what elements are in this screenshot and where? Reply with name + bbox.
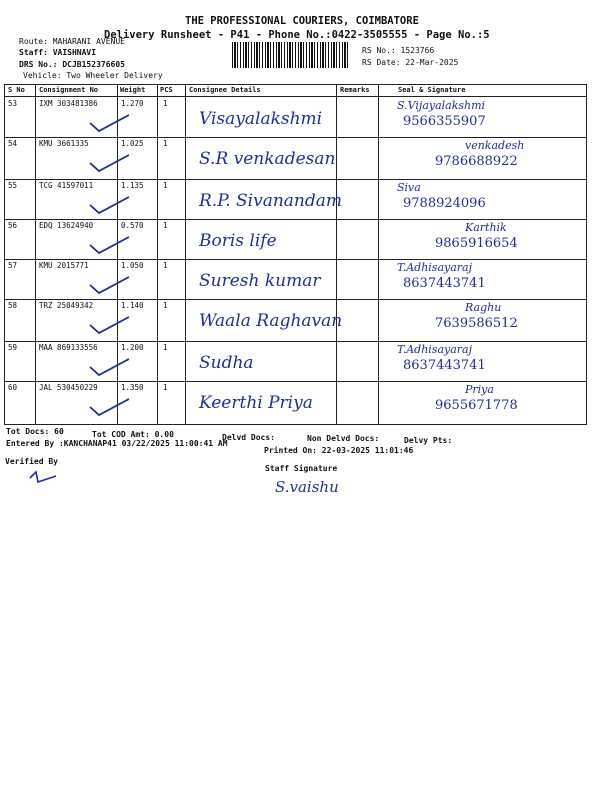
row-phone-handwritten: 8637443741 bbox=[403, 276, 486, 291]
row-signature-handwritten: T.Adhisayaraj bbox=[397, 343, 473, 356]
row-weight: 0.570 bbox=[121, 221, 144, 230]
row-consignment: KMU 2015771 bbox=[39, 261, 89, 270]
row-sno: 53 bbox=[8, 99, 18, 108]
staff-signature-label: Staff Signature bbox=[265, 464, 338, 473]
row-consignment: TRZ 25049342 bbox=[39, 301, 94, 310]
row-consignment: TCG 41597011 bbox=[39, 181, 94, 190]
rs-number: RS No.: 1523766 bbox=[362, 46, 435, 55]
row-weight: 1.270 bbox=[121, 99, 144, 108]
row-consignee-handwritten: Keerthi Priya bbox=[199, 393, 313, 413]
row-pcs: 1 bbox=[163, 221, 168, 230]
verified-by-label: Verified By bbox=[5, 457, 58, 466]
row-consignee-handwritten: Visayalakshmi bbox=[199, 109, 323, 129]
staff-signature: S.vaishu bbox=[275, 478, 339, 496]
row-weight: 1.025 bbox=[121, 139, 144, 148]
row-sno: 55 bbox=[8, 181, 18, 190]
row-consignee-handwritten: Boris life bbox=[199, 231, 277, 251]
row-signature-handwritten: venkadesh bbox=[465, 139, 525, 152]
row-signature-handwritten: Karthik bbox=[465, 221, 507, 234]
delvd-docs: Delvd Docs: bbox=[222, 433, 275, 442]
row-weight: 1.135 bbox=[121, 181, 144, 190]
row-weight: 1.140 bbox=[121, 301, 144, 310]
row-sno: 60 bbox=[8, 383, 18, 392]
row-sno: 59 bbox=[8, 343, 18, 352]
row-pcs: 1 bbox=[163, 343, 168, 352]
printed-on: Printed On: 22-03-2025 11:01:46 bbox=[264, 446, 414, 455]
row-phone-handwritten: 9655671778 bbox=[435, 398, 518, 413]
row-phone-handwritten: 9788924096 bbox=[403, 196, 486, 211]
row-weight: 1.200 bbox=[121, 343, 144, 352]
row-consignment: EDQ 13624940 bbox=[39, 221, 94, 230]
row-weight: 1.050 bbox=[121, 261, 144, 270]
runsheet-subtitle: Delivery Runsheet - P41 - Phone No.:0422-3505555 - Page No.:5 bbox=[104, 29, 490, 41]
row-sno: 56 bbox=[8, 221, 18, 230]
row-pcs: 1 bbox=[163, 301, 168, 310]
row-consignment: JAL 530450229 bbox=[39, 383, 98, 392]
row-pcs: 1 bbox=[163, 99, 168, 108]
row-phone-handwritten: 9786688922 bbox=[435, 154, 518, 169]
row-consignment: IXM 303481386 bbox=[39, 99, 98, 108]
row-consignee-handwritten: R.P. Sivanandam bbox=[199, 191, 342, 211]
col-seal-signature: Seal & Signature bbox=[398, 86, 466, 94]
entered-by: Entered By :KANCHANAP41 03/22/2025 11:00:41 AM bbox=[6, 439, 228, 448]
rs-date: RS Date: 22-Mar-2025 bbox=[362, 58, 459, 67]
row-phone-handwritten: 9865916654 bbox=[435, 236, 518, 251]
verified-signature-mark bbox=[30, 472, 56, 482]
staff-label: Staff: VAISHNAVI bbox=[19, 48, 97, 57]
row-sno: 54 bbox=[8, 139, 18, 148]
row-signature-handwritten: T.Adhisayaraj bbox=[397, 261, 473, 274]
col-pcs: PCS bbox=[160, 86, 173, 94]
row-signature-handwritten: Priya bbox=[465, 383, 494, 396]
tot-cod-amt: Tot COD Amt: 0.00 bbox=[92, 430, 174, 439]
col-remarks: Remarks bbox=[340, 86, 370, 94]
row-consignee-handwritten: S.R venkadesan bbox=[199, 149, 336, 169]
row-sno: 58 bbox=[8, 301, 18, 310]
row-weight: 1.350 bbox=[121, 383, 144, 392]
col-consignment: Consignment No bbox=[39, 86, 99, 94]
row-consignee-handwritten: Waala Raghavan bbox=[199, 311, 343, 331]
row-consignee-handwritten: Sudha bbox=[199, 353, 254, 373]
row-sno: 57 bbox=[8, 261, 18, 270]
route-label: Route: MAHARANI AVENUE bbox=[19, 37, 125, 46]
non-delvd-docs: Non Delvd Docs: bbox=[307, 434, 380, 443]
row-consignment: MAA 869133556 bbox=[39, 343, 98, 352]
col-weight: Weight bbox=[120, 86, 146, 94]
row-signature-handwritten: Siva bbox=[397, 181, 421, 194]
row-phone-handwritten: 7639586512 bbox=[435, 316, 518, 331]
company-name: THE PROFESSIONAL COURIERS, COIMBATORE bbox=[185, 15, 419, 27]
row-consignee-handwritten: Suresh kumar bbox=[199, 271, 321, 291]
delvy-pts: Delvy Pts: bbox=[404, 436, 453, 445]
drs-label: DRS No.: DCJB152376605 bbox=[19, 60, 125, 69]
row-pcs: 1 bbox=[163, 383, 168, 392]
vehicle-label: Vehicle: Two Wheeler Delivery bbox=[23, 71, 163, 80]
col-sno: S No bbox=[8, 86, 25, 94]
row-pcs: 1 bbox=[163, 181, 168, 190]
row-signature-handwritten: Raghu bbox=[465, 301, 502, 314]
tot-docs: Tot Docs: 60 bbox=[6, 427, 64, 436]
row-consignment: KMU 3661335 bbox=[39, 139, 89, 148]
row-signature-handwritten: S.Vijayalakshmi bbox=[397, 99, 486, 112]
row-pcs: 1 bbox=[163, 139, 168, 148]
row-phone-handwritten: 9566355907 bbox=[403, 114, 486, 129]
col-consignee: Consignee Details bbox=[189, 86, 261, 94]
row-phone-handwritten: 8637443741 bbox=[403, 358, 486, 373]
row-pcs: 1 bbox=[163, 261, 168, 270]
